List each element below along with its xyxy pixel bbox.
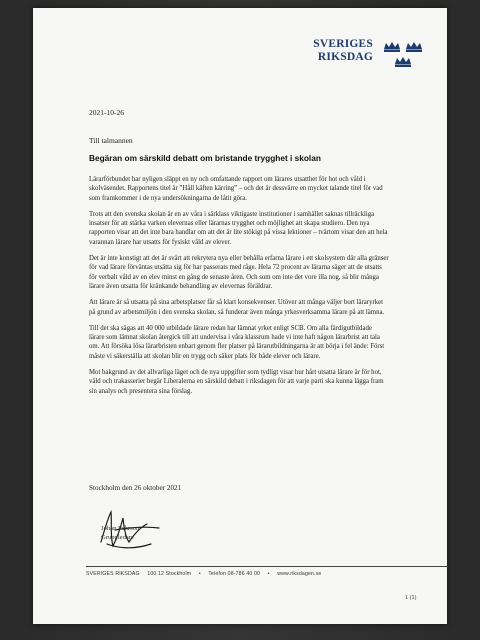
signer-title: Gruppledare <box>101 534 134 541</box>
footer-bullet: • <box>267 571 270 577</box>
footer-web: www.riksdagen.se <box>277 571 322 577</box>
letter-page <box>33 8 447 624</box>
signoff-place-date: Stockholm den 26 oktober 2021 <box>89 484 182 492</box>
footer-phone: Telefon 08-786 40 00 <box>208 571 261 577</box>
logo-line-2: RIKSDAG <box>317 51 373 63</box>
logo-text <box>263 38 373 64</box>
paragraph: Trots att den svenska skolan är en av våra i särklass viktigaste institutioner i samhället saknas tillräckliga insatser för att stärka varken elevernas eller lärarnas trygghet och möjlighet att skapa studiero. Den nya rapporten visar att det inte bara handlar om att det är lite stökigt på vissa lektioner – tvärtom visar den att hela varannan lärare har utsatts för fysiskt våld av elever. <box>89 210 388 246</box>
logo-line-1: SVERIGES <box>313 38 373 50</box>
letter-date: 2021-10-26 <box>89 108 124 117</box>
paragraph: Lärarförbundet har nyligen släppt en ny och omfattande rapport om lärares utsatthet för hot och våld i skolväsendet. Rapportens titel är ”Håll käften kärring” – och det är dessvärre en mycket talande titel för vad som framkommer i de nya undersökningarna de låtit göra. <box>89 176 383 202</box>
paragraph: Mot bakgrund av det allvarliga läget och de nya uppgifter som tydligt visar hur hårt utsatta lärare är för hot, våld och trakasserier begär Liberalerna en särskild debatt i riksdagen för att varje parti ska kunna lägga fram sin analys och presentera sina förslag. <box>89 369 384 395</box>
riksdag-logo <box>263 38 433 72</box>
footer-address: 100 12 Stockholm <box>147 571 192 577</box>
paragraph: Till det ska sägas att 40 000 utbildade lärare redan har lämnat yrket enligt SCB. Om alla färdigutbildade lärare som lämnat skolan återgick till att undervisa i våra klassrum hade vi inte haft någon lärarbrist att tala om. Att försöka lösa lärarbristen enbart genom fler platser på lärarutbildningarna är att börja i fel ände: Först måste vi säkerställa att skolan blir en trygg och säker plats för både elever och lärare. <box>89 324 385 360</box>
paragraph: Att lärare är så utsatta på sina arbetsplatser får så klart konsekvenser. Utöver att många väljer bort läraryrket på grund av arbetsmiljön i den svenska skolan, så funderar även många yrkesverksamma lärare på att lämna. <box>89 299 385 316</box>
letter-body <box>89 175 389 403</box>
three-crowns-icon <box>381 40 425 70</box>
letter-heading: Begäran om särskild debatt om bristande trygghet i skolan <box>89 153 321 163</box>
page-number: 1 (1) <box>405 595 417 601</box>
footer-divider <box>86 566 448 567</box>
signer-block <box>101 524 139 542</box>
footer-org: SVERIGES RIKSDAG <box>86 571 140 577</box>
salutation: Till talmannen <box>89 136 133 145</box>
signer-name: Johan Pehrson <box>101 525 140 532</box>
letter-footer <box>86 571 327 577</box>
footer-bullet: • <box>198 571 201 577</box>
paragraph: Det är inte konstigt att det är svårt att rekrytera nya eller behålla erfarna lärare i ett skolsystem där alla gränser för vad lärare förväntas utsätta sig för har passerats med råge. Hela 72 procent av lärarna säger att de utsatts för verbalt våld av en elev minst en gång de senaste åren. Och som om inte det vore illa nog, så blir många lärare även utsatta för kränkande behandling av elevernas föräldrar. <box>89 255 389 290</box>
